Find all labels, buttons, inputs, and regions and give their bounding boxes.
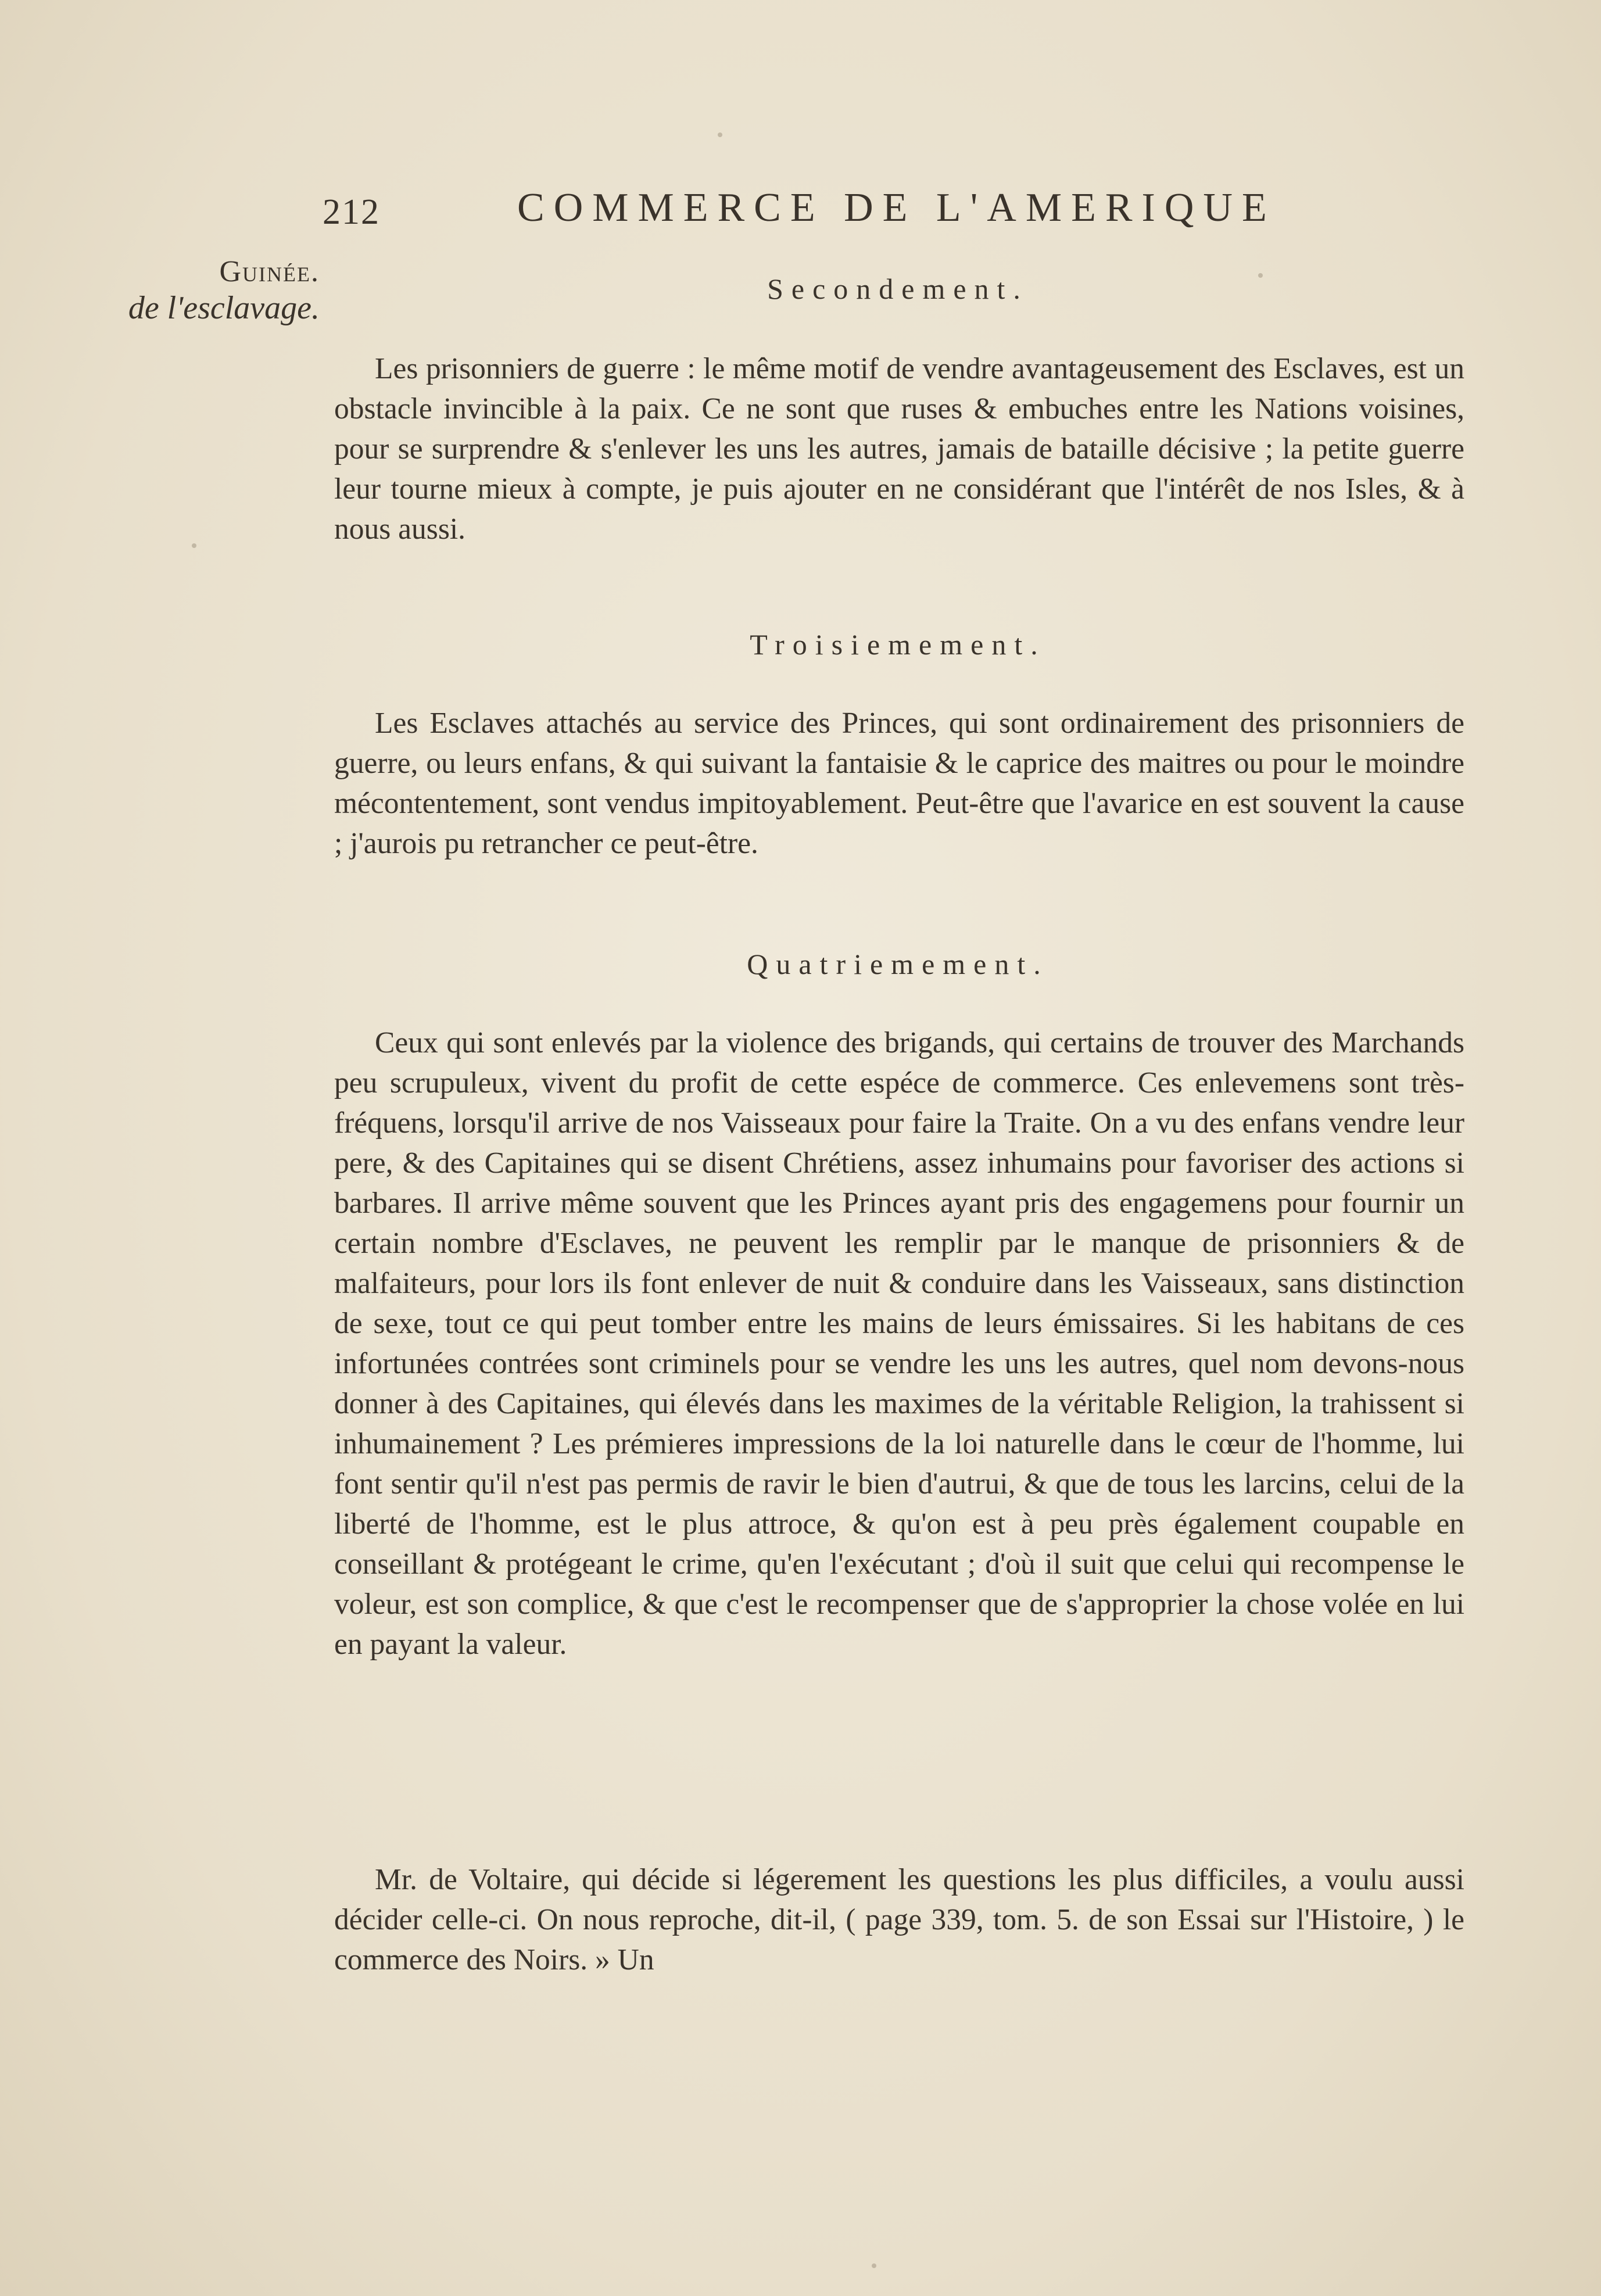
page-number: 212 <box>323 192 380 232</box>
paper-speck <box>192 543 196 548</box>
paper-speck <box>872 2263 876 2268</box>
paper-speck <box>1258 273 1263 278</box>
paragraph-quatriemement: Ceux qui sont enlevés par la violence des brigands, qui certains de trouver des Marchands peu scrupuleux, vivent du profit de cette espéce de commerce. Ces enlevemens sont très-fréquens, lorsqu'il arrive de nos Vaisseaux pour faire la Traite. On a vu des enfans vendre leur pere, & des Capitaines qui se disent Chrétiens, assez inhumains pour favoriser des actions si barbares. Il arrive même souvent que les Princes ayant pris des engagemens pour fournir un certain nombre d'Esclaves, ne peuvent les remplir par le manque de prisonniers & de malfaiteurs, pour lors ils font enlever de nuit & conduire dans les Vaisseaux, sans distinction de sexe, tout ce qui peut tomber entre les mains de leurs émissaires. Si les habitans de ces infortunées contrées sont criminels pour se vendre les uns les autres, quel nom devons-nous donner à des Capitaines, qui élevés dans les maximes de la véritable Religion, la trahissent si inhumainement ? Les prémieres impressions de la loi naturelle dans le cœur de l'homme, lui font sentir qu'il n'est pas permis de ravir le bien d'autrui, & que de tous les larcins, celui de la liberté de l'homme, est le plus attroce, & qu'on est à peu près également coupable en conseillant & protégeant le crime, qu'en l'exécutant ; d'où il suit que celui qui recompense le voleur, est son complice, & que c'est le recompenser que de s'approprier la chose volée en lui en payant la valeur. <box>334 1026 1464 1661</box>
section-heading-secondement: Secondement. <box>767 273 1029 305</box>
running-title: COMMERCE DE L'AMERIQUE <box>517 185 1276 230</box>
paragraph-voltaire: Mr. de Voltaire, qui décide si légerement les questions les plus difficiles, a voulu aussi décider celle-ci. On nous reproche, dit-il, ( page 339, tom. 5. de son Essai sur l'Histoire, ) le commerce des Noirs. » Un <box>334 1863 1464 1976</box>
margin-note-topic: de l'esclavage. <box>128 290 320 326</box>
paragraph-secondement: Les prisonniers de guerre : le même motif de vendre avantageusement des Esclaves, est un obstacle invincible à la paix. Ce ne sont que ruses & embuches entre les Nations voisines, pour se surprendre & s'enlever les uns les autres, jamais de bataille décisive ; la petite guerre leur tourne mieux à compte, je puis ajouter en ne considérant que l'intérêt de nos Isles, & à nous aussi. <box>334 352 1464 546</box>
paragraph-troisiemement: Les Esclaves attachés au service des Princes, qui sont ordinairement des prisonniers de guerre, ou leurs enfans, & qui suivant la fantaisie & le caprice des maitres ou pour le moindre mécontentement, sont vendus impitoyablement. Peut-être que l'avarice en est souvent la cause ; j'aurois pu retrancher ce peut-être. <box>334 707 1464 860</box>
paper-speck <box>718 132 722 137</box>
section-heading-quatriemement: Quatriemement. <box>747 948 1049 980</box>
margin-note <box>87 255 320 327</box>
section-heading-troisiemement: Troisiemement. <box>750 628 1046 661</box>
page-header <box>323 185 1299 237</box>
margin-note-region: Guinée. <box>219 255 320 288</box>
